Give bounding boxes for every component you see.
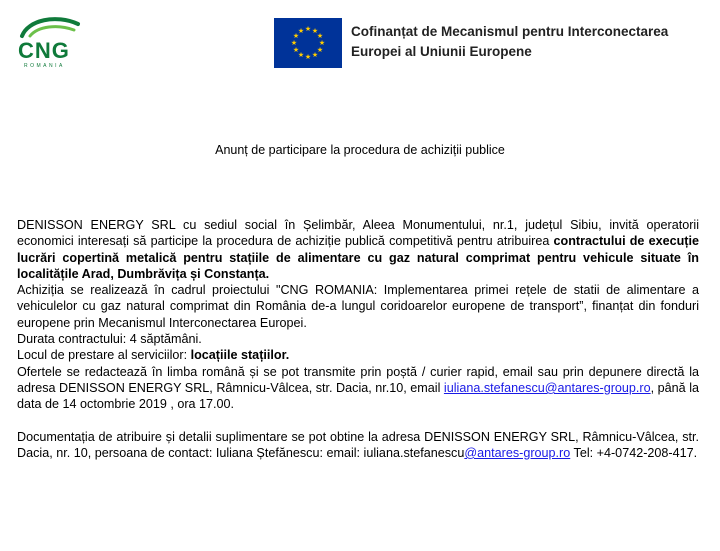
page-title: Anunț de participare la procedura de achiziții publice	[215, 143, 505, 157]
svg-text:★: ★	[318, 39, 326, 47]
email-link[interactable]: iuliana.stefanescu@antares-group.ro	[443, 380, 651, 395]
logo-subtext: ROMANIA	[24, 63, 65, 69]
paragraph-project: Achiziția se realizează în cadrul proiectului "CNG ROMANIA: Implementarea primei rețele de statii de alimentare a vehiculelor cu gaz natural comprimat din România de-a lungul coridoarelor europene de transport”, finanțat din fonduri europene prin Mecanismul Interconectarea Europei.	[17, 283, 699, 330]
cofinance-line-2: Europei al Uniunii Europene	[351, 44, 532, 59]
docs-text: Documentația de atribuire și detalii suplimentare se pot obtine la adresa DENISSON ENERGY SRL, Râmnicu-Vâlcea, str. Dacia, nr. 10, persoana de contact: Iuliana Ștefănescu: email: iuliana.stefanescu	[17, 429, 699, 460]
cofinance-line-1: Cofinanțat de Mecanismul pentru Interconectarea	[351, 24, 669, 39]
intro-text: DENISSON ENERGY SRL cu sediul social în Șelimbăr, Aleea Monumentului, nr.1, județul Sibiu, invită operatorii economici interesați să participe la procedura de achiziție publică competitivă pentru atribuirea	[17, 218, 699, 249]
offers-text: Ofertele se redactează în limba română și se pot transmite prin poștă / curier rapid, email sau prin depunere directă la adresa DENISSON ENERGY SRL, Râmnicu-Vâlcea, str. Dacia, nr.10, email	[17, 364, 699, 395]
svg-text:★: ★	[304, 25, 312, 33]
docs-phone: Tel: +4-0742-208-417.	[570, 445, 698, 460]
svg-text:★: ★	[311, 27, 319, 35]
announcement-body	[17, 217, 699, 461]
svg-text:★: ★	[292, 32, 300, 40]
paragraph-offers	[17, 364, 699, 413]
svg-text:★: ★	[316, 32, 324, 40]
paragraph-intro	[17, 217, 699, 282]
cng-swoosh-icon	[16, 16, 86, 40]
svg-text:★: ★	[292, 46, 300, 54]
paragraph-duration: Durata contractului: 4 săptămâni.	[17, 332, 202, 347]
svg-text:★: ★	[297, 27, 305, 35]
svg-text:★: ★	[311, 51, 319, 59]
svg-text:★: ★	[304, 53, 312, 61]
location-value: locațiile stațiilor.	[190, 348, 290, 363]
paragraph-docs	[17, 429, 699, 462]
offers-deadline: , până la data de 14 octombrie 2019 , ora 17.00.	[17, 380, 699, 412]
contract-object: contractului de execuție lucrări copertină metalică pentru stațiile de alimentare cu gaz natural comprimat pentru vehicule situate în localitățile Arad, Dumbrăvița și Constanța.	[17, 234, 699, 281]
docs-email-link[interactable]: @antares-group.ro	[464, 445, 571, 460]
logo-text: CNG	[18, 38, 70, 63]
svg-text:★: ★	[290, 39, 298, 47]
svg-text:★: ★	[316, 46, 324, 54]
svg-text:★: ★	[297, 51, 305, 59]
eu-flag-icon	[274, 18, 342, 68]
cofinance-notice	[351, 22, 711, 62]
cng-logo	[16, 16, 86, 76]
location-label: Locul de prestare al serviciilor:	[17, 348, 191, 363]
paragraph-location	[17, 347, 699, 363]
